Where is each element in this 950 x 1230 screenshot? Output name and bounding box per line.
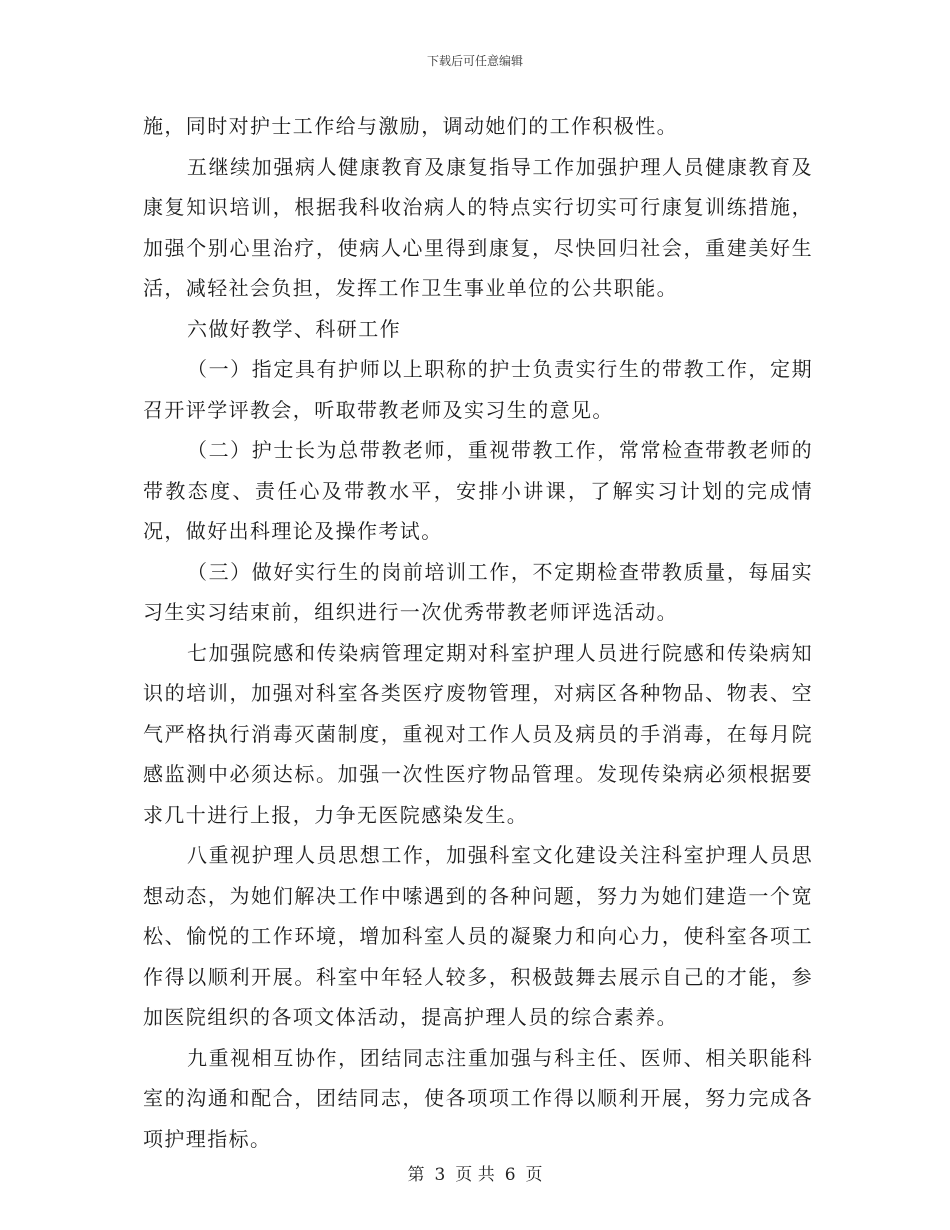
paragraph-section-6-heading: 六做好教学、科研工作 (187, 316, 401, 341)
footer-middle: 页 共 (455, 1165, 495, 1185)
paragraph-section-9: 九重视相互协作，团结同志注重加强与科主任、医师、相关职能科室的沟通和配合，团结同志，使各项项工作得以顺利开展，努力完成各项护理指标。 (143, 1045, 813, 1151)
paragraph-continuation: 施，同时对护士工作给与激励，调动她们的工作积极性。 (143, 114, 678, 138)
paragraph-section-7: 七加强院感和传染病管理定期对科室护理人员进行院感和传染病知识的培训，加强对科室各类医疗废物管理，对病区各种物品、物表、空气严格执行消毒灭菌制度，重视对工作人员及病员的手消毒，在每月院感监测中必须达标。加强一次性医疗物品管理。发现传染病必须根据要求几十进行上报，力争无医院感染发生。 (143, 640, 813, 827)
paragraph-section-6-item-3: （三）做好实行生的岗前培训工作，不定期检查带教质量，每届实习生实习结束前，组织进行一次优秀带教老师评选活动。 (143, 559, 813, 624)
document-body (143, 106, 813, 1159)
paragraph-section-8: 八重视护理人员思想工作，加强科室文化建设关注科室护理人员思想动态，为她们解决工作中嗦遇到的各种问题，努力为她们建造一个宽松、愉悦的工作环境，增加科室人员的凝聚力和向心力，使科室各项工作得以顺利开展。科室中年轻人较多，积极鼓舞去展示自己的才能，参加医院组织的各项文体活动，提高护理人员的综合素养。 (143, 843, 813, 1029)
footer-total-pages: 6 (504, 1165, 516, 1185)
paragraph-section-5: 五继续加强病人健康教育及康复指导工作加强护理人员健康教育及康复知识培训，根据我科收治病人的特点实行切实可行康复训练措施，加强个别心里治疗，使病人心里得到康复，尽快回归社会，重建美好生活，减轻社会负担，发挥工作卫生事业单位的公共职能。 (143, 154, 813, 300)
footer-prefix: 第 (407, 1165, 425, 1185)
page-header: 下载后可任意编辑 (426, 54, 523, 68)
footer-page-number: 3 (434, 1165, 446, 1185)
page-footer (0, 1160, 950, 1185)
footer-suffix: 页 (525, 1165, 543, 1185)
paragraph-section-6-item-2: （二）护士长为总带教老师，重视带教工作，常常检查带教老师的带教态度、责任心及带教水平，安排小讲课，了解实习计划的完成情况，做好出科理论及操作考试。 (143, 438, 813, 543)
paragraph-section-6-item-1: （一）指定具有护师以上职称的护士负责实行生的带教工作，定期召开评学评教会，听取带教老师及实习生的意见。 (143, 357, 813, 422)
